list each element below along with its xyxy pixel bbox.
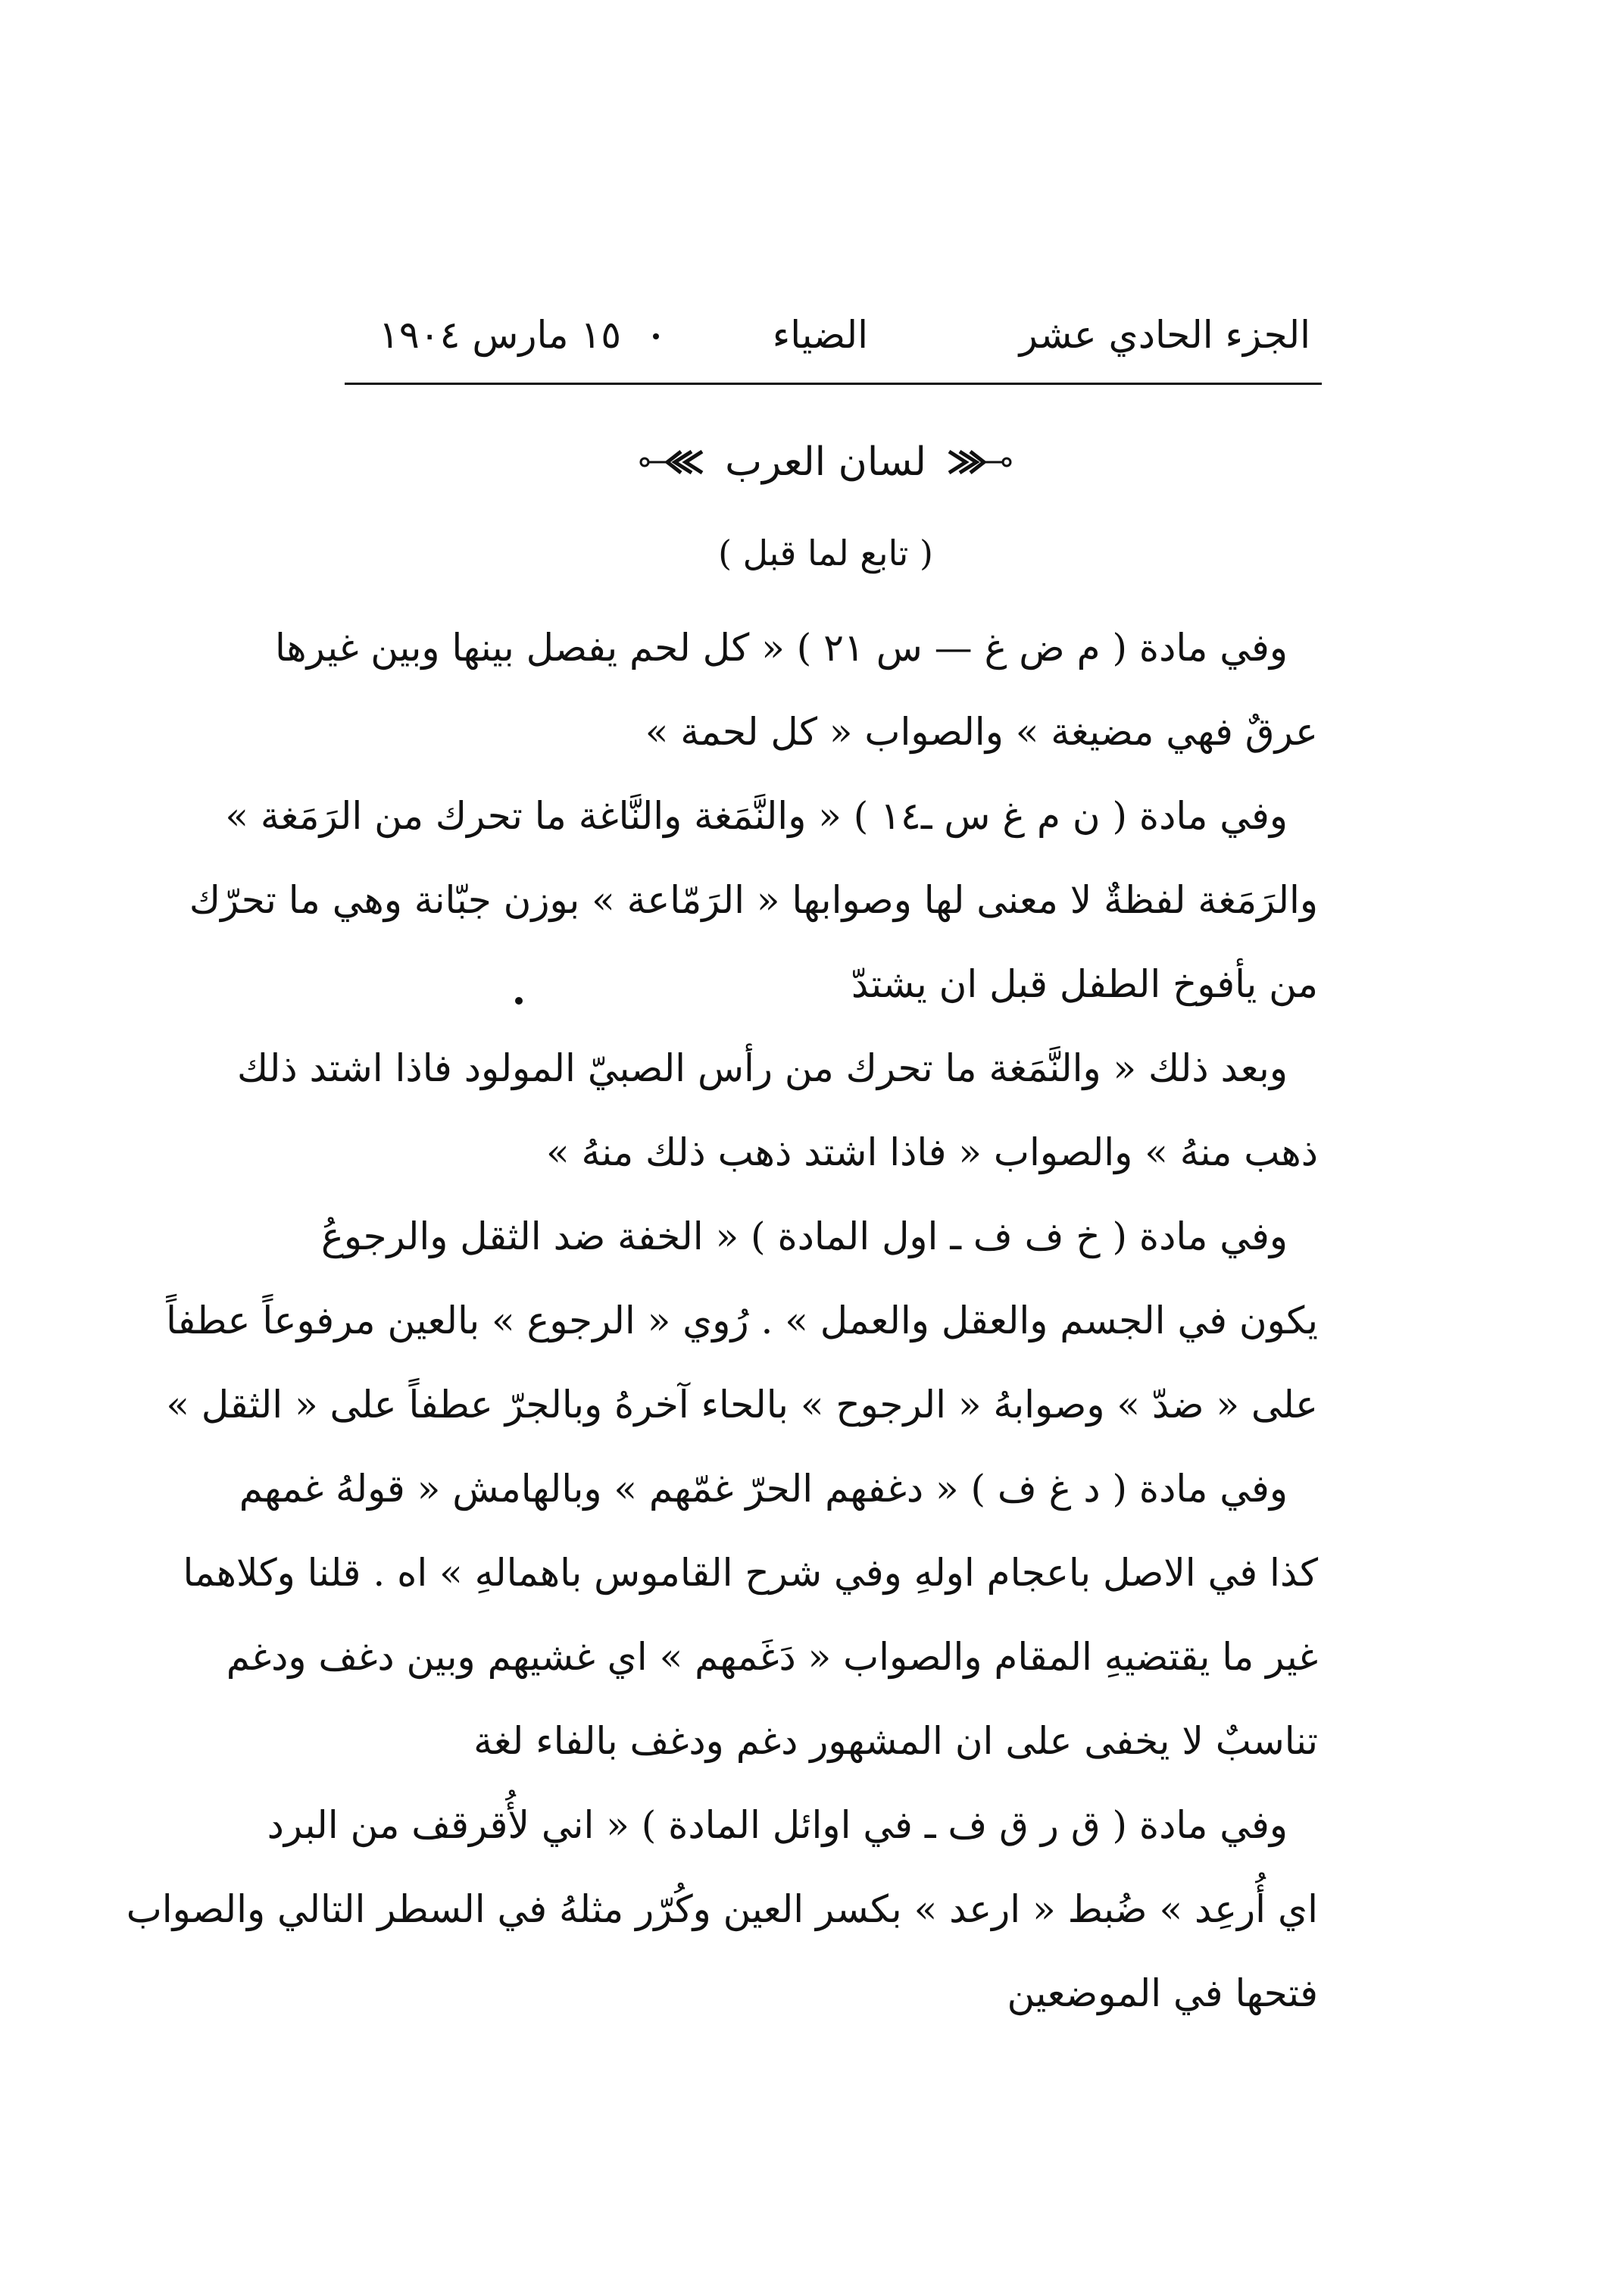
body-text [126,606,1318,2036]
text-line: فتحها في الموضعين [1007,1971,1318,2015]
text-line: وفي مادة ( د غ ف ) « دغفهم الحرّ غمّهم » وبالهامش « قولهُ غمهم [239,1467,1288,1511]
ornament-left-icon [639,447,708,477]
header-part: الجزء الحادي عشر [1019,313,1310,357]
ornament-right-icon [943,447,1013,477]
text-line: وفي مادة ( ق ر ق ف ـ في اوائل المادة ) « اني لأُقرقف من البرد [267,1803,1288,1847]
text-line: كذا في الاصل باعجام اولهِ وفي شرح القاموس باهمالهِ » اه . قلنا وكلاهما [183,1551,1318,1595]
section-title [583,428,1068,496]
running-header [379,299,1310,371]
text-line: والرَمَغة لفظةٌ لا معنى لها وصوابها « الرَمّاعة » بوزن جبّانة وهي ما تحرّك [189,878,1318,922]
header-date: ١٥ مارس ١٩٠٤ [379,313,622,357]
section-title-text: لسان العرب [725,439,926,485]
header-rule [345,383,1322,385]
text-line: على « ضدّ » وصوابهُ « الرجوح » بالحاء آخرهُ وبالجرّ عطفاً على « الثقل » [166,1383,1318,1427]
section-subtitle: ( تابع لما قبل ) [718,533,933,574]
text-line: تناسبٌ لا يخفى على ان المشهور دغم ودغف بالفاء لغة [473,1719,1318,1763]
text-line: اي أُرعِد » ضُبط « ارعد » بكسر العين وكُرّر مثلهُ في السطر التالي والصواب [126,1887,1318,1931]
text-line: وفي مادة ( م ض غ — س ٢١ ) « كل لحم يفصل بينها وبين غيرها [274,626,1288,670]
header-dot [653,333,659,339]
text-line: يكون في الجسم والعقل والعمل » . رُوي « الرجوع » بالعين مرفوعاً عطفاً [166,1299,1318,1342]
text-line: وبعد ذلك « والنَّمَغة ما تحرك من رأس الصبيّ المولود فاذا اشتد ذلك [237,1046,1288,1090]
text-line: وفي مادة ( خ ف ف ـ اول المادة ) « الخفة ضد الثقل والرجوعُ [320,1214,1288,1258]
header-journal: الضياء [772,313,869,357]
text-line: من يأفوخ الطفل قبل ان يشتدّ [851,962,1318,1006]
text-line: ذهب منهُ » والصواب « فاذا اشتد ذهب ذلك منهُ » [546,1130,1318,1174]
text-line: عرقٌ فهي مضيغة » والصواب « كل لحمة » [645,710,1318,754]
text-line: وفي مادة ( ن م غ س ـ١٤ ) « والنَّمَغة والنَّاغة ما تحرك من الرَمَغة » [225,794,1288,838]
text-line: غير ما يقتضيهِ المقام والصواب « دَغَمهم » اي غشيهم وبين دغف ودغم [226,1635,1318,1679]
